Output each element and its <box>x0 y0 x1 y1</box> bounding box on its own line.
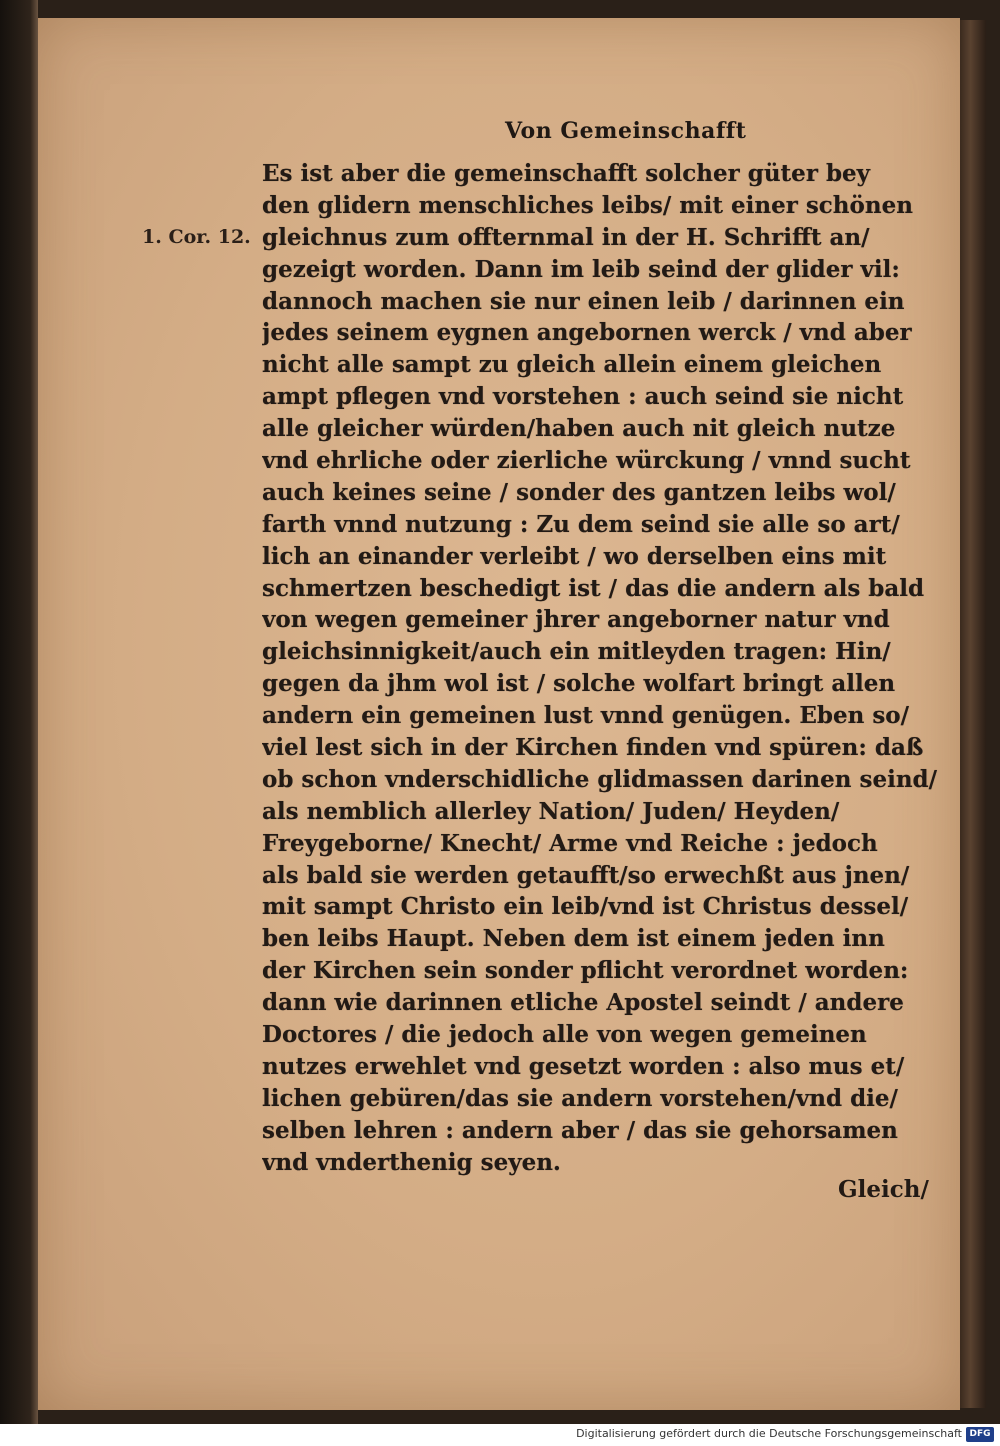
catchword: Gleich/ <box>838 1176 929 1203</box>
margin-note: 1. Cor. 12. <box>142 226 251 248</box>
text-line: als nemblich allerley Nation/ Juden/ Heyden/ <box>262 797 840 825</box>
text-line: gezeigt worden. Dann im leib seind der glider vil: <box>262 255 900 283</box>
text-line: ampt pflegen vnd vorstehen : auch seind sie nicht <box>262 383 904 411</box>
text-line: jedes seinem eygnen angebornen werck / vnd aber <box>262 319 912 347</box>
text-line: viel lest sich in der Kirchen finden vnd spüren: daß <box>262 734 924 762</box>
text-line: gleichsinnigkeit/auch ein mitleyden tragen: Hin/ <box>262 638 891 666</box>
text-line: ob schon vnderschidliche glidmassen darinen seind/ <box>262 765 938 793</box>
text-line: andern ein gemeinen lust vnnd genügen. Eben so/ <box>262 702 910 730</box>
footer-bar <box>0 1424 1000 1446</box>
text-line: nutzes erwehlet vnd gesetzt worden : also mus et/ <box>262 1052 905 1080</box>
text-line: mit sampt Christo ein leib/vnd ist Christus dessel/ <box>262 893 909 921</box>
text-line: als bald sie werden getaufft/so erwechßt aus jnen/ <box>262 861 910 889</box>
page-edge <box>960 20 986 1408</box>
text-line: selben lehren : andern aber / das sie gehorsamen <box>262 1116 898 1144</box>
book-gutter <box>0 0 38 1424</box>
text-line: Es ist aber die gemeinschafft solcher güter bey <box>262 160 871 187</box>
text-line: von wegen gemeiner jhrer angeborner natur vnd <box>262 606 890 634</box>
text-line: lich an einander verleibt / wo derselben eins mit <box>262 542 887 570</box>
text-line: Freygeborne/ Knecht/ Arme vnd Reiche : jedoch <box>262 829 878 857</box>
dfg-logo-icon: DFG <box>966 1427 994 1442</box>
text-line: dann wie darinnen etliche Apostel seindt / andere <box>262 989 904 1017</box>
text-line: lichen gebüren/das sie andern vorstehen/vnd die/ <box>262 1084 898 1112</box>
text-line: gegen da jhm wol ist / solche wolfart bringt allen <box>262 670 896 698</box>
text-line: vnd vnderthenig seyen. <box>262 1148 561 1176</box>
text-line: nicht alle sampt zu gleich allein einem gleichen <box>262 351 882 379</box>
text-line: alle gleicher würden/haben auch nit gleich nutze <box>262 415 896 443</box>
text-line: den glidern menschliches leibs/ mit einer schönen <box>262 191 913 219</box>
text-line: dannoch machen sie nur einen leib / darinnen ein <box>262 287 905 315</box>
text-line: ben leibs Haupt. Neben dem ist einem jeden inn <box>262 925 885 953</box>
text-line: vnd ehrliche oder zierliche würckung / vnnd sucht <box>262 447 911 475</box>
text-line: der Kirchen sein sonder pflicht verordnet worden: <box>262 957 909 985</box>
text-line: schmertzen beschedigt ist / das die andern als bald <box>262 574 925 602</box>
funding-notice: Digitalisierung gefördert durch die Deutsche Forschungsgemeinschaft <box>576 1427 962 1440</box>
text-line: gleichnus zum offternmal in der H. Schrifft an/ <box>262 223 870 251</box>
running-head: Von Gemeinschafft <box>505 118 747 144</box>
text-line: farth vnnd nutzung : Zu dem seind sie alle so art/ <box>262 510 900 538</box>
text-line: auch keines seine / sonder des gantzen leibs wol/ <box>262 478 896 506</box>
text-line: Doctores / die jedoch alle von wegen gemeinen <box>262 1021 867 1049</box>
body-text <box>262 158 942 1179</box>
